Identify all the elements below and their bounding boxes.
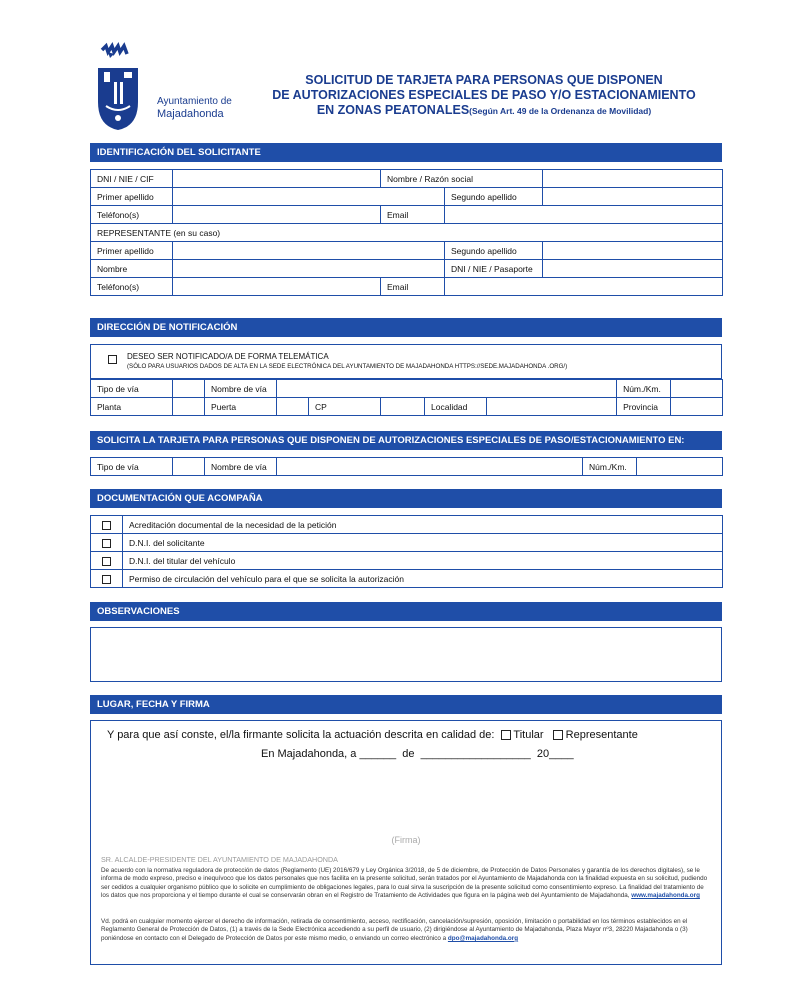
rep-email-field[interactable] bbox=[445, 278, 723, 296]
section-request-header: SOLICITA LA TARJETA PARA PERSONAS QUE DISPONEN DE AUTORIZACIONES ESPECIALES DE PASO/ESTACIONAMIENTO EN: bbox=[90, 431, 722, 450]
titular-label: Titular bbox=[513, 729, 544, 741]
electronic-notification-box bbox=[90, 344, 722, 379]
document-item: D.N.I. del solicitante bbox=[123, 534, 723, 552]
document-checkbox[interactable] bbox=[102, 539, 111, 548]
legal-paragraph-2 bbox=[101, 918, 713, 943]
rep-surname2-field[interactable] bbox=[543, 242, 723, 260]
observations-field[interactable] bbox=[90, 627, 722, 682]
request-number-label: Núm./Km. bbox=[583, 458, 637, 476]
electronic-notification-note: (SÓLO PARA USUARIOS DADOS DE ALTA EN LA SEDE ELECTRÓNICA DEL AYUNTAMIENTO DE MAJADAHONDA HTTPS://SEDE.MAJADAHONDA .ORG/) bbox=[127, 363, 568, 370]
rep-name-label: Nombre bbox=[91, 260, 173, 278]
locality-field[interactable] bbox=[487, 398, 617, 416]
electronic-notification-checkbox[interactable] bbox=[108, 355, 117, 364]
door-label: Puerta bbox=[205, 398, 277, 416]
request-address-table bbox=[90, 457, 723, 476]
street-name-label: Nombre de vía bbox=[205, 380, 277, 398]
document-item: D.N.I. del titular del vehículo bbox=[123, 552, 723, 570]
floor-field[interactable] bbox=[173, 398, 205, 416]
signature-statement-row bbox=[107, 729, 638, 741]
website-link[interactable]: www.majadahonda.org bbox=[631, 892, 700, 900]
logo-line2: Majadahonda bbox=[157, 108, 224, 120]
number-field[interactable] bbox=[671, 380, 723, 398]
section-documents-header: DOCUMENTACIÓN QUE ACOMPAÑA bbox=[90, 489, 722, 508]
section-notification-header: DIRECCIÓN DE NOTIFICACIÓN bbox=[90, 318, 722, 337]
name-field[interactable] bbox=[543, 170, 723, 188]
request-street-type-label: Tipo de vía bbox=[91, 458, 173, 476]
document-checkbox[interactable] bbox=[102, 521, 111, 530]
logo bbox=[96, 42, 156, 132]
street-type-label: Tipo de vía bbox=[91, 380, 173, 398]
document-item: Permiso de circulación del vehículo para el que se solicita la autorización bbox=[123, 570, 723, 588]
floor-label: Planta bbox=[91, 398, 173, 416]
dni-label: DNI / NIE / CIF bbox=[91, 170, 173, 188]
surname1-label: Primer apellido bbox=[91, 188, 173, 206]
phone-field[interactable] bbox=[173, 206, 381, 224]
email-field[interactable] bbox=[445, 206, 723, 224]
rep-dni-field[interactable] bbox=[543, 260, 723, 278]
rep-phone-label: Teléfono(s) bbox=[91, 278, 173, 296]
titular-checkbox[interactable] bbox=[501, 730, 511, 740]
coat-of-arms-icon bbox=[96, 42, 156, 132]
addressee: SR. ALCALDE-PRESIDENTE DEL AYUNTAMIENTO DE MAJADAHONDA bbox=[101, 855, 338, 864]
street-name-field[interactable] bbox=[277, 380, 617, 398]
legal-paragraph-1 bbox=[101, 867, 713, 901]
rep-surname1-label: Primer apellido bbox=[91, 242, 173, 260]
section-applicant-header: IDENTIFICACIÓN DEL SOLICITANTE bbox=[90, 143, 722, 162]
document-item: Acreditación documental de la necesidad de la petición bbox=[123, 516, 723, 534]
phone-label: Teléfono(s) bbox=[91, 206, 173, 224]
street-type-field[interactable] bbox=[173, 380, 205, 398]
rep-dni-label: DNI / NIE / Pasaporte bbox=[445, 260, 543, 278]
document-checkbox[interactable] bbox=[102, 575, 111, 584]
section-observations-header: OBSERVACIONES bbox=[90, 602, 722, 621]
request-street-name-label: Nombre de vía bbox=[205, 458, 277, 476]
province-label: Provincia bbox=[617, 398, 671, 416]
logo-line1: Ayuntamiento de bbox=[157, 96, 232, 107]
request-street-name-field[interactable] bbox=[277, 458, 583, 476]
locality-label: Localidad bbox=[425, 398, 487, 416]
email-label: Email bbox=[381, 206, 445, 224]
rep-surname2-label: Segundo apellido bbox=[445, 242, 543, 260]
surname2-label: Segundo apellido bbox=[445, 188, 543, 206]
place-date-line: En Majadahonda, a ______ de __________________ 20____ bbox=[261, 748, 574, 760]
name-label: Nombre / Razón social bbox=[381, 170, 543, 188]
rep-surname1-field[interactable] bbox=[173, 242, 445, 260]
request-number-field[interactable] bbox=[637, 458, 723, 476]
dpo-email-link[interactable]: dpo@majadahonda.org bbox=[447, 934, 519, 942]
title-line1: SOLICITUD DE TARJETA PARA PERSONAS QUE DISPONEN bbox=[305, 73, 663, 87]
rep-email-label: Email bbox=[381, 278, 445, 296]
signature-label: (Firma) bbox=[391, 835, 421, 845]
signature-box bbox=[90, 720, 722, 965]
title-line2: DE AUTORIZACIONES ESPECIALES DE PASO Y/O ESTACIONAMIENTO bbox=[272, 88, 696, 102]
surname2-field[interactable] bbox=[543, 188, 723, 206]
representante-label: Representante bbox=[565, 729, 638, 741]
page-title bbox=[262, 73, 706, 119]
dni-field[interactable] bbox=[173, 170, 381, 188]
notification-address-table bbox=[90, 379, 723, 416]
cp-field[interactable] bbox=[381, 398, 425, 416]
applicant-table bbox=[90, 169, 723, 296]
signature-statement: Y para que así conste, el/la firmante solicita la actuación descrita en calidad de: bbox=[107, 729, 495, 741]
surname1-field[interactable] bbox=[173, 188, 445, 206]
representative-label: REPRESENTANTE (en su caso) bbox=[91, 224, 723, 242]
representante-checkbox[interactable] bbox=[553, 730, 563, 740]
document-checkbox[interactable] bbox=[102, 557, 111, 566]
title-note: (Según Art. 49 de la Ordenanza de Movilidad) bbox=[469, 106, 652, 116]
rep-name-field[interactable] bbox=[173, 260, 445, 278]
door-field[interactable] bbox=[277, 398, 309, 416]
request-street-type-field[interactable] bbox=[173, 458, 205, 476]
electronic-notification-label: DESEO SER NOTIFICADO/A DE FORMA TELEMÁTICA bbox=[127, 352, 329, 361]
cp-label: CP bbox=[309, 398, 381, 416]
title-line3: EN ZONAS PEATONALES bbox=[316, 103, 470, 117]
legal-text-1: De acuerdo con la normativa reguladora de protección de datos (Reglamento (UE) 2016/679 y Ley Orgánica 3/2018, de 5 de diciembre, de Protección de Datos Personales y garantía de los derechos digitales), se le informa de modo expreso, preciso e inequívoco que los datos personales que nos facilita en la presente solicitud, serán tratados por el Ayuntamiento de Majadahonda con la finalidad expuesta en su solicitud, pudiendo ser cedidos a cualquier organismo público que lo solicite en cumplimiento de obligaciones legales, para lo cual sirva la suscripción de la presente solicitud como consentimiento expreso. La finalidad del tratamiento de los datos que nos proporciona y el tiempo durante el cual se conservarán obran en el Registro de Tratamiento de Actividades que figura en la página web del Ayuntamiento de Majadahonda, bbox=[101, 867, 708, 900]
province-field[interactable] bbox=[671, 398, 723, 416]
documents-table bbox=[90, 515, 723, 588]
legal-text-2: Vd. podrá en cualquier momento ejercer el derecho de información, retirada de consentimiento, acceso, rectificación, cancelación/supresión, oposición, limitación o portabilidad en los términos establecidos en el Reglamento General de Protección de Datos, (1) a través de la Sede Electrónica accediendo a su perfil de usuario, (2) dirigiéndose al Ayuntamiento de Majadahonda, Plaza Mayor nº3, 28220 Majadahonda o (3) poniéndose en contacto con el Delegado de Protección de Datos por este mismo medio, o enviando un correo electrónico a bbox=[101, 918, 688, 942]
number-label: Núm./Km. bbox=[617, 380, 671, 398]
rep-phone-field[interactable] bbox=[173, 278, 381, 296]
section-signature-header: LUGAR, FECHA Y FIRMA bbox=[90, 695, 722, 714]
